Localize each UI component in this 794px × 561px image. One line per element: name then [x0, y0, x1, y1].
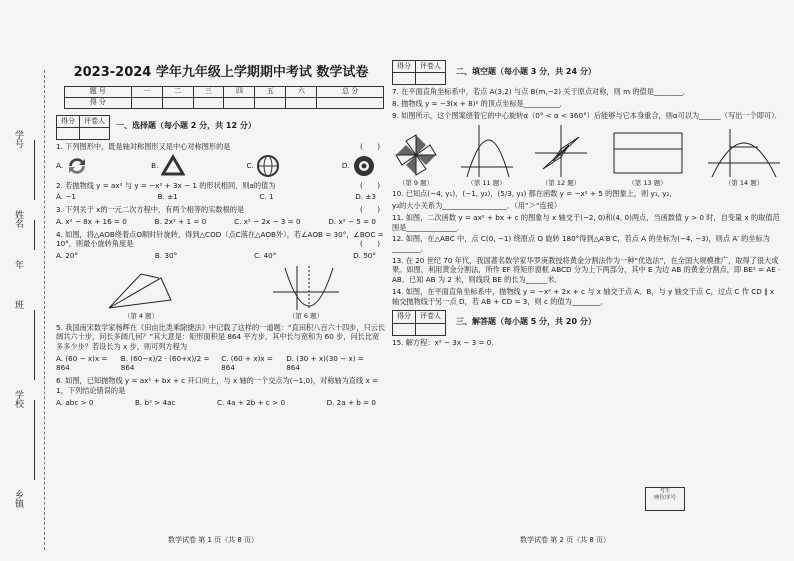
parabola-figure: [271, 264, 341, 312]
page-footer-left: 数学试卷 第 1 页（共 8 页）: [168, 536, 259, 544]
option-d[interactable]: D. 50°: [353, 251, 376, 261]
score-table: [64, 86, 384, 109]
score-cell[interactable]: [162, 97, 193, 108]
score-header-cell: 二: [162, 86, 193, 97]
figure-q9: [392, 131, 440, 188]
option-d[interactable]: D. ±3: [355, 192, 376, 202]
section2-heading: 二、填空题（每小题 3 分，共 24 分）: [456, 66, 596, 76]
binding-label-grade: 年: [13, 260, 23, 269]
option-a[interactable]: A. 20°: [56, 251, 79, 261]
section3-heading: 三、解答题（每小题 5 分，共 20 分）: [456, 317, 596, 327]
score-cell[interactable]: [255, 97, 286, 108]
grader-box: [56, 115, 110, 140]
option-b[interactable]: B. (60−x)/2 · (60+x)/2 = 864: [120, 353, 210, 373]
recycle-arrows-icon: [65, 154, 89, 178]
binding-label-class: 班: [13, 300, 23, 309]
option-c[interactable]: C. 4a + 2b + c > 0: [217, 397, 286, 407]
grader-name-cell[interactable]: [416, 323, 446, 335]
right-page: [392, 60, 782, 349]
globe-icon: [256, 154, 280, 178]
left-page: [56, 60, 386, 410]
question-2-options: [56, 192, 386, 202]
section1-header: [56, 115, 386, 140]
question-2: 2. 若抛物线 y = ax² 与 y = −x² + 3x − 1 的形状相同，则a的值为 ( ): [56, 180, 380, 190]
triangle-loop-icon: [161, 154, 185, 178]
option-c[interactable]: C. x² − 2x − 3 = 0: [234, 216, 301, 226]
question-4-options: [56, 251, 386, 261]
option-d[interactable]: D.: [342, 154, 376, 178]
binding-label-school: 学校: [13, 390, 23, 408]
binding-field-line[interactable]: [34, 400, 35, 480]
option-c[interactable]: C. 40°: [253, 251, 277, 261]
seat-number-box[interactable]: [645, 487, 685, 511]
score-cell[interactable]: [131, 97, 162, 108]
score-cell[interactable]: [317, 97, 384, 108]
figure-q11: [459, 123, 515, 188]
binding-cut-line: [44, 70, 45, 550]
option-d[interactable]: D. (30 + x)(30 − x) = 864: [286, 353, 364, 373]
grader-name-label: 评卷人: [416, 311, 446, 323]
option-d[interactable]: D. x² − 5 = 0: [328, 216, 376, 226]
option-b[interactable]: B.: [151, 154, 185, 178]
exam-title: 2023-2024 学年九年级上学期期中考试 数学试卷: [73, 65, 369, 80]
question-8: 8. 抛物线 y = −3(x + 8)² 的顶点坐标是__________．: [392, 99, 567, 109]
grader-box: [392, 60, 446, 85]
figure-q9-caption: （第 9 题）: [398, 178, 434, 187]
score-header-cell: 一: [131, 86, 162, 97]
binding-field-line[interactable]: [34, 140, 35, 200]
question-10-continued: y₃的大小关系为__________________．（用“＞”连接）: [392, 201, 562, 211]
question-6: 6. 如图，已知抛物线 y = ax² + bx + c 开口向上，与 x 轴的一个交点为(−1,0)，对称轴为直线 x = 1，下列结论错误的是: [56, 376, 379, 395]
grader-name-label: 评卷人: [80, 115, 110, 127]
figure-q6: [271, 264, 341, 321]
page-footer-right: 数学试卷 第 2 页（共 8 页）: [520, 536, 611, 544]
figure-q4-caption: （第 4 题）: [123, 311, 159, 320]
gear-badge-icon: [352, 154, 376, 178]
figure-q14-caption: （第 14 题）: [724, 178, 764, 187]
grader-score-cell[interactable]: [57, 127, 80, 139]
grader-score-label: 得分: [393, 311, 416, 323]
figures-q9-q14: [392, 123, 782, 188]
option-b[interactable]: B. 30°: [154, 251, 178, 261]
score-cell[interactable]: [224, 97, 255, 108]
golden-rectangle-figure: [608, 127, 688, 179]
question-1: 1. 下列图形中，既是轴对称图形又是中心对称图形的是 ( ): [56, 141, 380, 151]
option-c[interactable]: C. (60 + x)x = 864: [221, 353, 273, 373]
figure-q14: [706, 127, 782, 188]
option-a[interactable]: A.: [56, 154, 89, 178]
binding-strip: [4, 60, 54, 555]
parabola-figure: [706, 127, 782, 179]
grader-score-label: 得分: [57, 115, 80, 127]
option-b[interactable]: B. ±1: [157, 192, 178, 202]
grader-score-cell[interactable]: [393, 73, 416, 85]
section1-heading: 一、选择题（每小题 2 分，共 12 分）: [116, 121, 256, 131]
question-11: 11. 如图，二次函数 y = ax² + bx + c 的图象与 x 轴交于(−2, 0)和(4, 0)两点，当函数值 y > 0 时，自变量 x 的取值范围是______________．: [392, 212, 780, 232]
parabola-figure: [459, 123, 515, 179]
question-12: 12. 如图，在△ABC 中，点 C(0, −1) 绕原点 O 旋转 180°得到△A′B′C，若点 A 的坐标为(−4, −3)，则点 A′ 的坐标为________．: [392, 234, 770, 253]
section3-header: [392, 310, 782, 335]
question-13: 13. 在 20 世纪 70 年代，我国著名数学家华罗庚教授将黄金分割法作为一种“优选法”，在全国大规模推广，取得了很大成果。如图，利用黄金分割法，所作 EF 将矩形窗框 ABCD 分为上下两部分，其中 E 为边 AB 的黄金分割点，即 BE² = AE · AB．已知 AB 为 2 米，则线段 BE 的长为______米．: [392, 255, 781, 285]
binding-label-name: 姓名: [13, 210, 23, 228]
question-9: 9. 如图所示，这个图案绕着它的中心旋转α（0° < α < 360°）后能够与它本身重合，则α可以为______（写出一个即可）．: [392, 110, 782, 120]
question-7: 7. 在平面直角坐标系中，若点 A(3,2) 与点 B(m,−2) 关于原点对称，则 m 的值是________．: [392, 87, 690, 97]
seat-box-label: 座位序号: [653, 495, 676, 502]
option-b[interactable]: B. 2x² + 1 = 0: [154, 216, 207, 226]
figures-q4-q6: [56, 264, 386, 321]
figure-q4: [101, 270, 181, 321]
question-15: 15. 解方程：x² − 3x − 3 = 0．: [392, 337, 499, 347]
question-3-options: [56, 217, 386, 227]
question-4: 4. 如图，将△AOB绕着点O顺时针旋转，得到△COD（点C落在△AOB外），若∠AOB = 30°，∠BOC = 10°，则最小旋转角度是 ( ): [56, 229, 384, 249]
option-a[interactable]: A. −1: [56, 192, 76, 202]
figure-q11-caption: （第 11 题）: [467, 178, 506, 187]
grader-box: [392, 310, 446, 335]
option-a[interactable]: A. x² − 8x + 16 = 0: [56, 216, 127, 226]
rotated-triangle-figure: [101, 270, 181, 312]
score-header-cell: 总 分: [317, 86, 384, 97]
grader-name-label: 评卷人: [416, 61, 446, 73]
question-1-options: [56, 154, 386, 178]
score-row-label: 得 分: [65, 97, 132, 108]
score-header-cell: 题 号: [65, 86, 132, 97]
binding-label-town: 乡镇: [13, 490, 23, 508]
grader-score-cell[interactable]: [393, 323, 416, 335]
grader-score-label: 得分: [393, 61, 416, 73]
option-d[interactable]: D. 2a + b = 0: [326, 397, 376, 407]
figure-q6-caption: （第 6 题）: [288, 311, 324, 320]
pinwheel-figure: [392, 131, 440, 179]
option-b[interactable]: B. b² > 4ac: [135, 397, 176, 407]
grader-name-cell[interactable]: [80, 127, 110, 139]
binding-field-line[interactable]: [34, 220, 35, 250]
option-a[interactable]: A. (60 − x)x = 864: [56, 353, 108, 373]
question-5-options: [56, 354, 386, 373]
question-3: 3. 下列关于 x的一元二次方程中，有两个相等的实数根的是 ( ): [56, 205, 380, 215]
grader-name-cell[interactable]: [416, 73, 446, 85]
seat-box-label: 考生: [659, 488, 671, 494]
figure-q13-caption: （第 13 题）: [628, 178, 667, 187]
score-header-cell: 六: [286, 86, 317, 97]
binding-label-id: 学号: [13, 130, 23, 148]
option-c[interactable]: C. 1: [259, 192, 274, 202]
figure-q13: [608, 127, 688, 188]
section2-header: [392, 60, 782, 85]
score-header-cell: 四: [224, 86, 255, 97]
question-10: 10. 已知点(−4, y₁)，(−1, y₂)，(5/3, y₃) 都在函数 y = −x² + 5 的图象上，则 y₁, y₂,: [392, 189, 672, 199]
question-5: 5. 我国南宋数学家杨辉在《田亩比类乘除捷法》中记载了这样的一道题：“直田积八百六十四步，只云长阔共六十步，问长多阔几何？”其大意是：矩形面积是 864 平方步，其中长与宽和为 60 步，问长比宽多多少步？若设长为 x 步，则可列方程为: [56, 322, 386, 351]
score-header-cell: 三: [193, 86, 224, 97]
figure-q12: [533, 123, 589, 188]
binding-field-line[interactable]: [34, 310, 35, 380]
option-c[interactable]: C.: [246, 154, 280, 178]
score-cell[interactable]: [286, 97, 317, 108]
score-cell[interactable]: [193, 97, 224, 108]
option-a[interactable]: A. abc > 0: [56, 397, 94, 407]
question-6-options: [56, 398, 386, 408]
score-header-cell: 五: [255, 86, 286, 97]
rotated-triangle-figure: [533, 123, 589, 179]
question-14: 14. 如图，在平面直角坐标系中，抛物线 y = −x² + 2x + c 与 x 轴交于点 A、B，与 y 轴交于点 C，过点 C 作 CD ∥ x 轴交抛物线于另一点 D，若 AB + CD = 3，则 c 的值为________．: [392, 286, 775, 306]
figure-q12-caption: （第 12 题）: [541, 178, 581, 187]
